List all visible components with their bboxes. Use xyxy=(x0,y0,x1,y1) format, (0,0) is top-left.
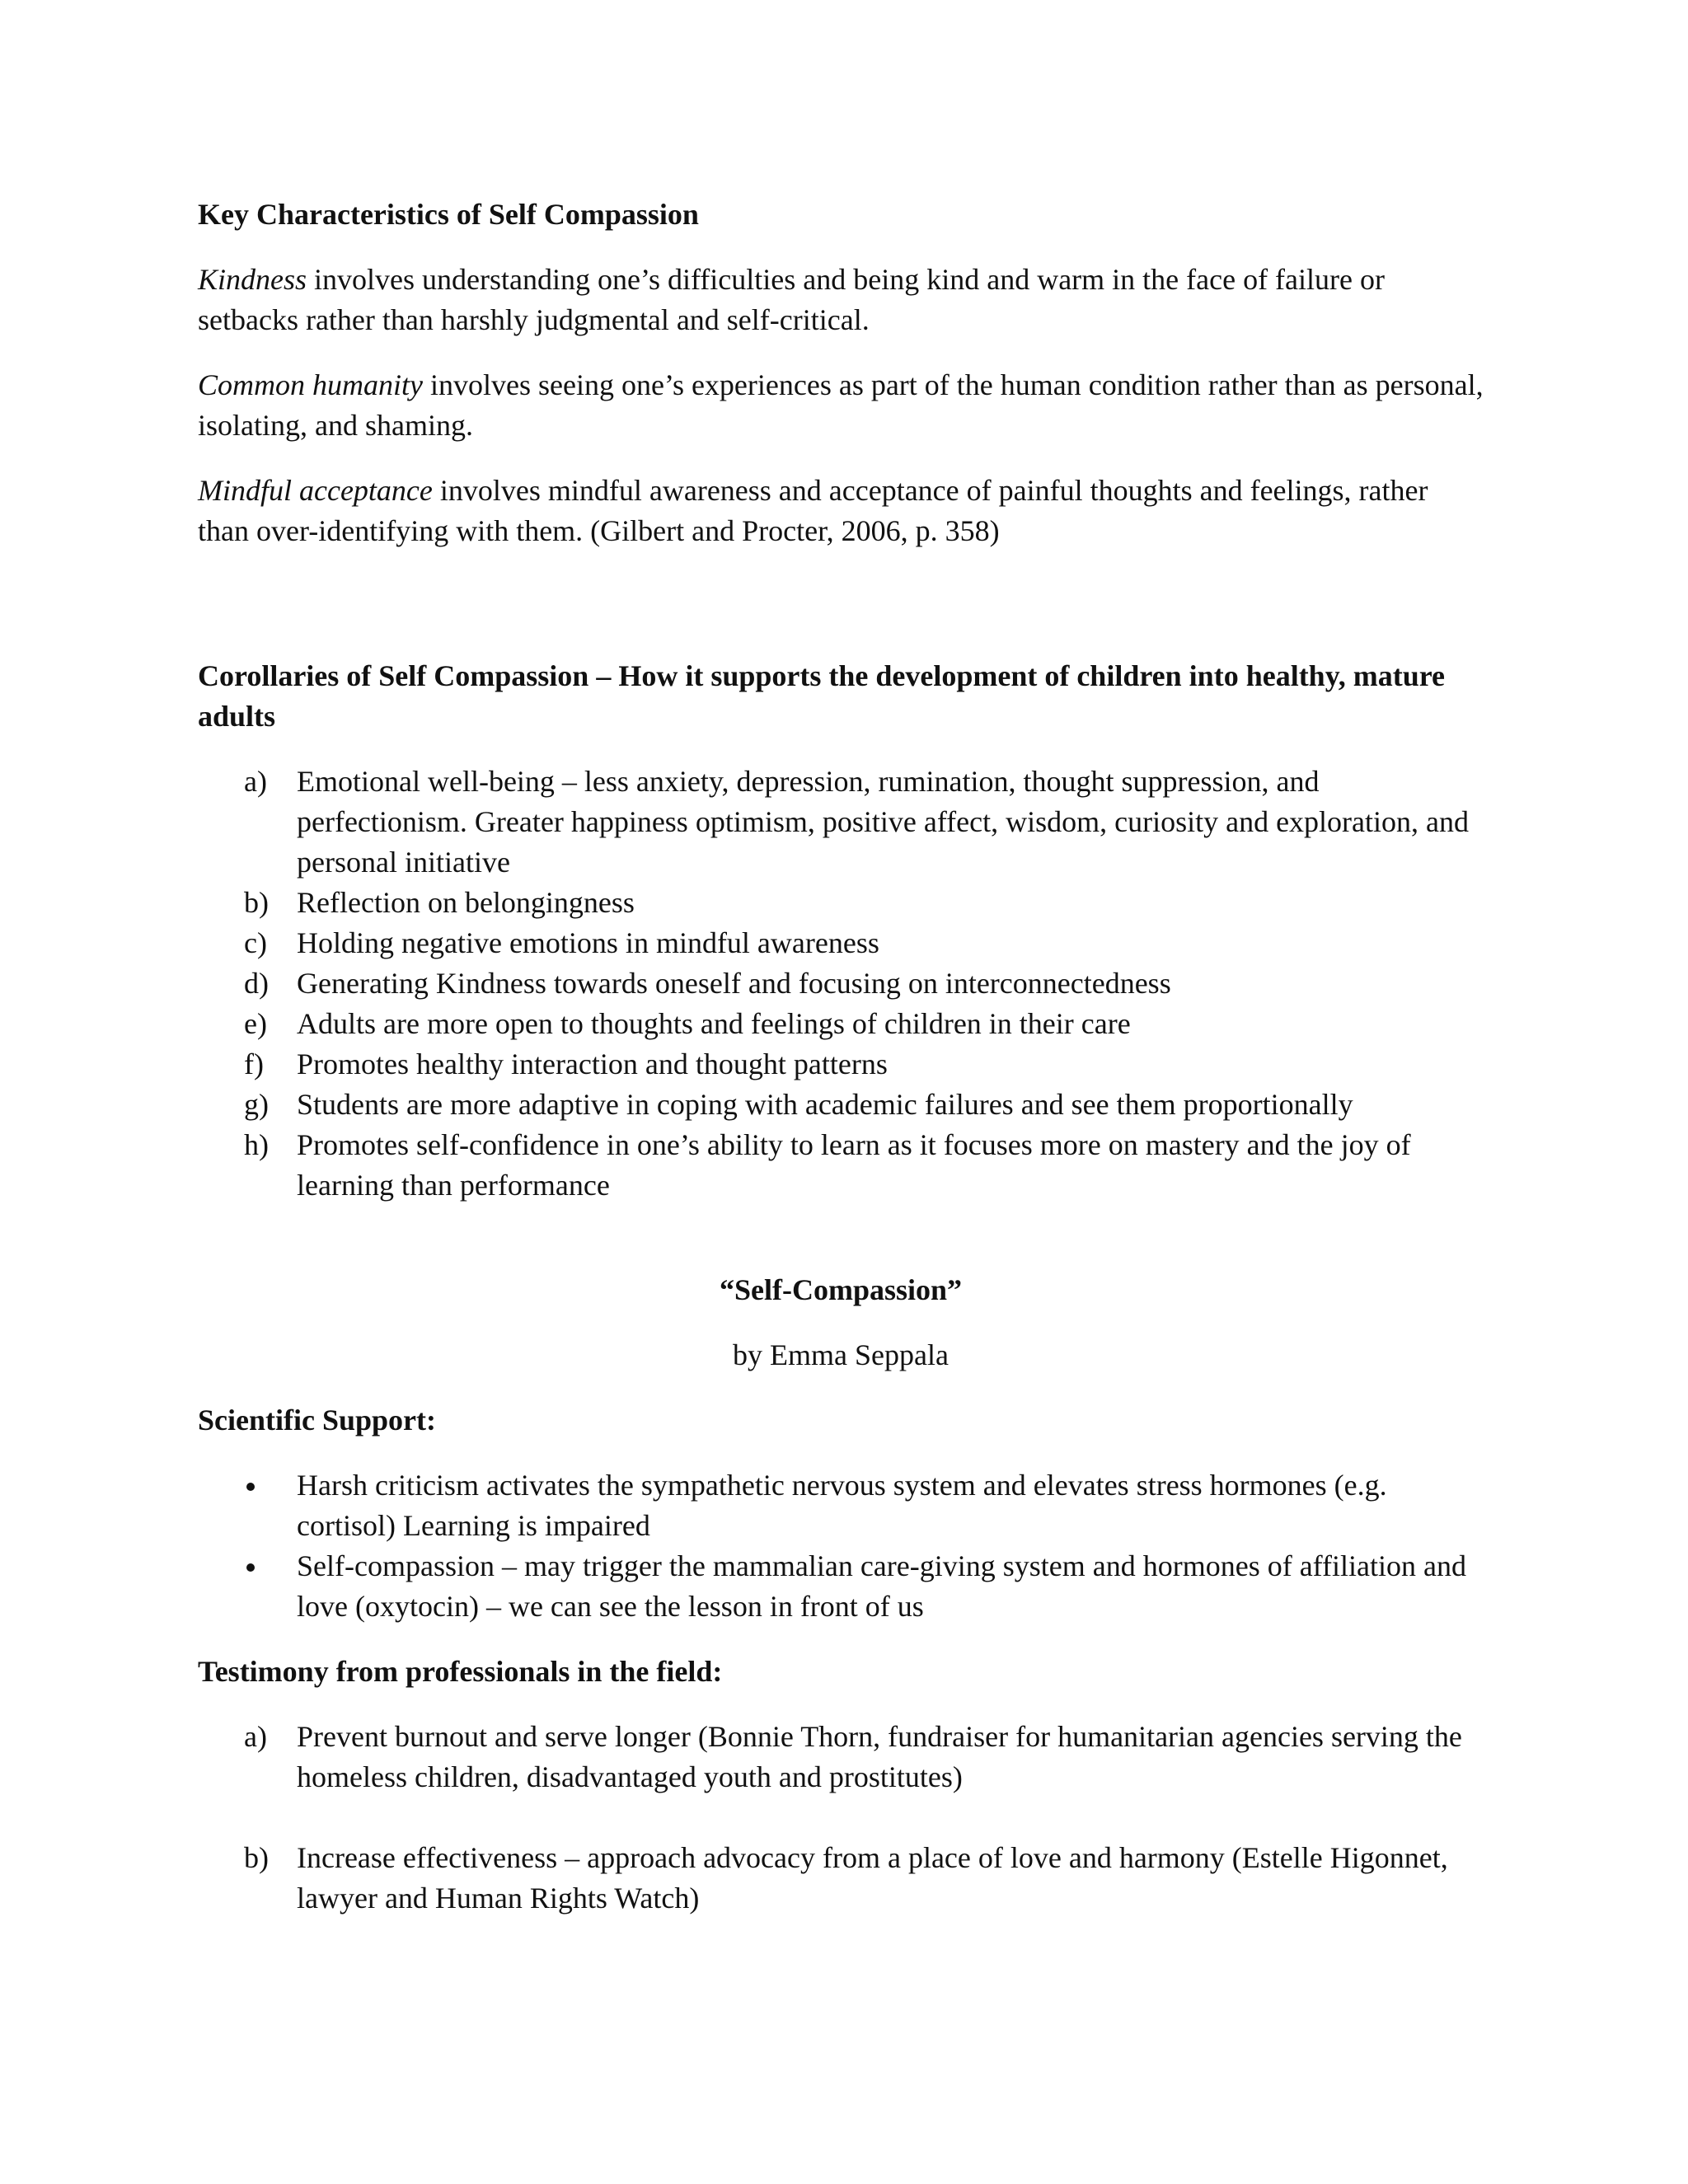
section-heading-testimony: Testimony from professionals in the field: xyxy=(198,1655,723,1688)
list-item-text: Harsh criticism activates the sympathetic nervous system and elevates stress hormones (e.g. cortisol) Learning is impaired xyxy=(297,1469,1387,1542)
list-marker: f) xyxy=(244,1047,264,1080)
bullet-icon xyxy=(246,1563,255,1572)
list-item-text: Adults are more open to thoughts and feelings of children in their care xyxy=(297,1007,1131,1040)
list-marker: b) xyxy=(244,886,269,919)
mindful-acceptance-text: involves mindful awareness and acceptance of painful thoughts and feelings, rather than over-identifying with them. (Gilbert and Procter, 2006, p. 358) xyxy=(198,474,1428,547)
list-item xyxy=(198,1085,1484,1125)
list-marker: c) xyxy=(244,926,267,959)
list-item xyxy=(198,1546,1484,1627)
article-title: “Self-Compassion” xyxy=(719,1273,963,1306)
kindness-text: involves understanding one’s difficulties and being kind and warm in the face of failure or setbacks rather than harshly judgmental and self-critical. xyxy=(198,263,1385,336)
paragraph-kindness xyxy=(198,260,1484,340)
list-item-text: Students are more adaptive in coping with academic failures and see them proportionally xyxy=(297,1088,1353,1121)
list-marker: a) xyxy=(244,1720,267,1753)
document-page xyxy=(198,194,1484,1919)
list-item-text: Promotes self-confidence in one’s ability to learn as it focuses more on mastery and the joy of learning than performance xyxy=(297,1128,1411,1202)
list-item-text: Increase effectiveness – approach advocacy from a place of love and harmony (Estelle Higonnet, lawyer and Human Rights Watch) xyxy=(297,1841,1448,1915)
list-item-text: Generating Kindness towards oneself and focusing on interconnectedness xyxy=(297,967,1171,1000)
list-item xyxy=(198,1838,1484,1919)
list-item-text: Reflection on belongingness xyxy=(297,886,635,919)
section-heading-scientific-support: Scientific Support: xyxy=(198,1404,437,1436)
section-heading-key-characteristics: Key Characteristics of Self Compassion xyxy=(198,198,699,231)
term-common-humanity: Common humanity xyxy=(198,368,423,401)
term-kindness: Kindness xyxy=(198,263,307,296)
testimony-list xyxy=(198,1717,1484,1919)
paragraph-mindful-acceptance xyxy=(198,471,1484,551)
list-item-text: Promotes healthy interaction and thought patterns xyxy=(297,1047,888,1080)
list-marker: h) xyxy=(244,1128,269,1161)
term-mindful-acceptance: Mindful acceptance xyxy=(198,474,433,507)
list-marker: g) xyxy=(244,1088,269,1121)
list-item xyxy=(198,1717,1484,1797)
section-heading-corollaries: Corollaries of Self Compassion – How it supports the development of children into healthy, mature adults xyxy=(198,659,1446,733)
scientific-support-list xyxy=(198,1465,1484,1627)
list-item xyxy=(198,1004,1484,1044)
paragraph-common-humanity xyxy=(198,365,1484,446)
list-marker: b) xyxy=(244,1841,269,1874)
common-humanity-text: involves seeing one’s experiences as part of the human condition rather than as personal, isolating, and shaming. xyxy=(198,368,1484,442)
article-byline: by Emma Seppala xyxy=(733,1338,949,1371)
list-item xyxy=(198,762,1484,883)
list-item xyxy=(198,1125,1484,1206)
list-item-text: Self-compassion – may trigger the mammalian care-giving system and hormones of affiliation and love (oxytocin) – we can see the lesson in front of us xyxy=(297,1549,1466,1623)
list-marker: a) xyxy=(244,765,267,798)
list-item-text: Prevent burnout and serve longer (Bonnie Thorn, fundraiser for humanitarian agencies serving the homeless children, disadvantaged youth and prostitutes) xyxy=(297,1720,1462,1793)
list-item xyxy=(198,923,1484,963)
list-item-text: Emotional well-being – less anxiety, depression, rumination, thought suppression, and perfectionism. Greater happiness optimism, positive affect, wisdom, curiosity and exploration, and personal initiative xyxy=(297,765,1469,879)
list-item xyxy=(198,963,1484,1004)
list-item-text: Holding negative emotions in mindful awareness xyxy=(297,926,879,959)
list-marker: d) xyxy=(244,967,269,1000)
list-item xyxy=(198,883,1484,923)
bullet-icon xyxy=(246,1483,255,1491)
list-item xyxy=(198,1465,1484,1546)
list-marker: e) xyxy=(244,1007,267,1040)
corollaries-list xyxy=(198,762,1484,1206)
list-item xyxy=(198,1044,1484,1085)
